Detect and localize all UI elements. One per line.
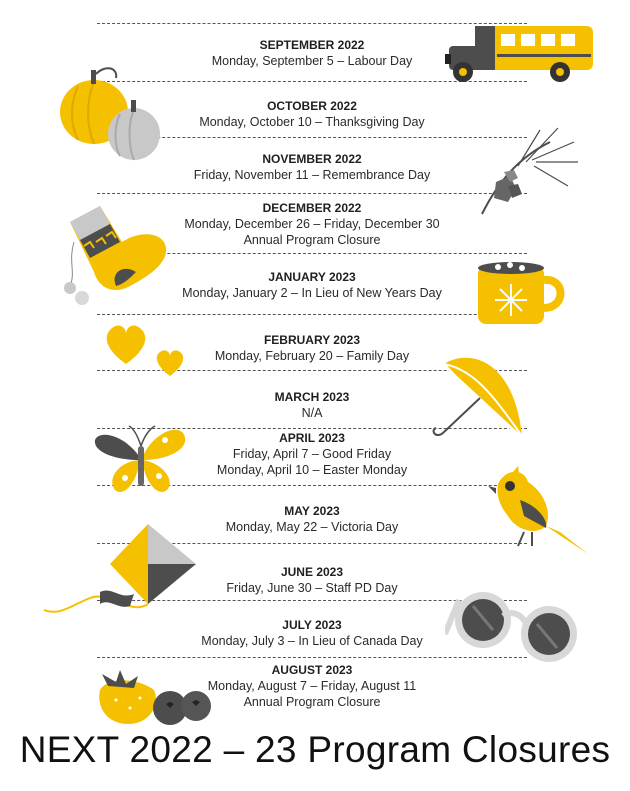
- month-heading: AUGUST 2023: [271, 663, 353, 677]
- pumpkins-icon: [58, 62, 162, 162]
- berries-icon: [94, 668, 214, 728]
- kite-icon: [40, 520, 200, 620]
- umbrella-icon: [430, 350, 530, 440]
- pinecone-icon: [478, 122, 583, 218]
- sunglasses-icon: [445, 578, 585, 678]
- closure-date: Friday, November 11 – Remembrance Day: [193, 168, 431, 182]
- month-heading: JULY 2023: [282, 618, 342, 632]
- month-heading: JUNE 2023: [280, 565, 344, 579]
- month-heading: JANUARY 2023: [268, 270, 356, 284]
- closure-date: N/A: [301, 406, 323, 420]
- closure-date: Monday, February 20 – Family Day: [214, 349, 410, 363]
- closure-date: Monday, April 10 – Easter Monday: [216, 463, 408, 477]
- closure-date: Friday, June 30 – Staff PD Day: [226, 581, 398, 595]
- closure-note: Annual Program Closure: [243, 695, 381, 709]
- page-title: NEXT 2022 – 23 Program Closures: [19, 729, 611, 770]
- month-heading: MAY 2023: [284, 504, 340, 518]
- mitten-icon: [60, 202, 170, 307]
- closure-date: Monday, December 26 – Friday, December 30: [184, 217, 440, 231]
- closure-date: Monday, July 3 – In Lieu of Canada Day: [201, 634, 423, 648]
- month-heading: FEBRUARY 2023: [263, 333, 361, 347]
- month-heading: OCTOBER 2022: [267, 99, 357, 113]
- cardinal-bird-icon: [488, 466, 592, 558]
- month-heading: NOVEMBER 2022: [262, 152, 362, 166]
- month-heading: MARCH 2023: [274, 390, 350, 404]
- closure-date: Monday, January 2 – In Lieu of New Years Day: [182, 286, 442, 300]
- closure-date: Monday, August 7 – Friday, August 11: [207, 679, 417, 693]
- month-heading: SEPTEMBER 2022: [259, 38, 365, 52]
- closure-date: Friday, April 7 – Good Friday: [232, 447, 392, 461]
- separator: [97, 314, 527, 315]
- month-heading: DECEMBER 2022: [262, 201, 362, 215]
- closure-date: Monday, May 22 – Victoria Day: [225, 520, 399, 534]
- mug-icon: [474, 258, 566, 328]
- closure-date: Monday, September 5 – Labour Day: [211, 54, 413, 68]
- butterfly-icon: [93, 420, 189, 500]
- closure-note: Annual Program Closure: [243, 233, 381, 247]
- school-bus-icon: [445, 24, 595, 86]
- closure-date: Monday, October 10 – Thanksgiving Day: [199, 115, 425, 129]
- month-heading: APRIL 2023: [279, 431, 345, 445]
- separator: [97, 193, 527, 194]
- hearts-icon: [102, 320, 192, 380]
